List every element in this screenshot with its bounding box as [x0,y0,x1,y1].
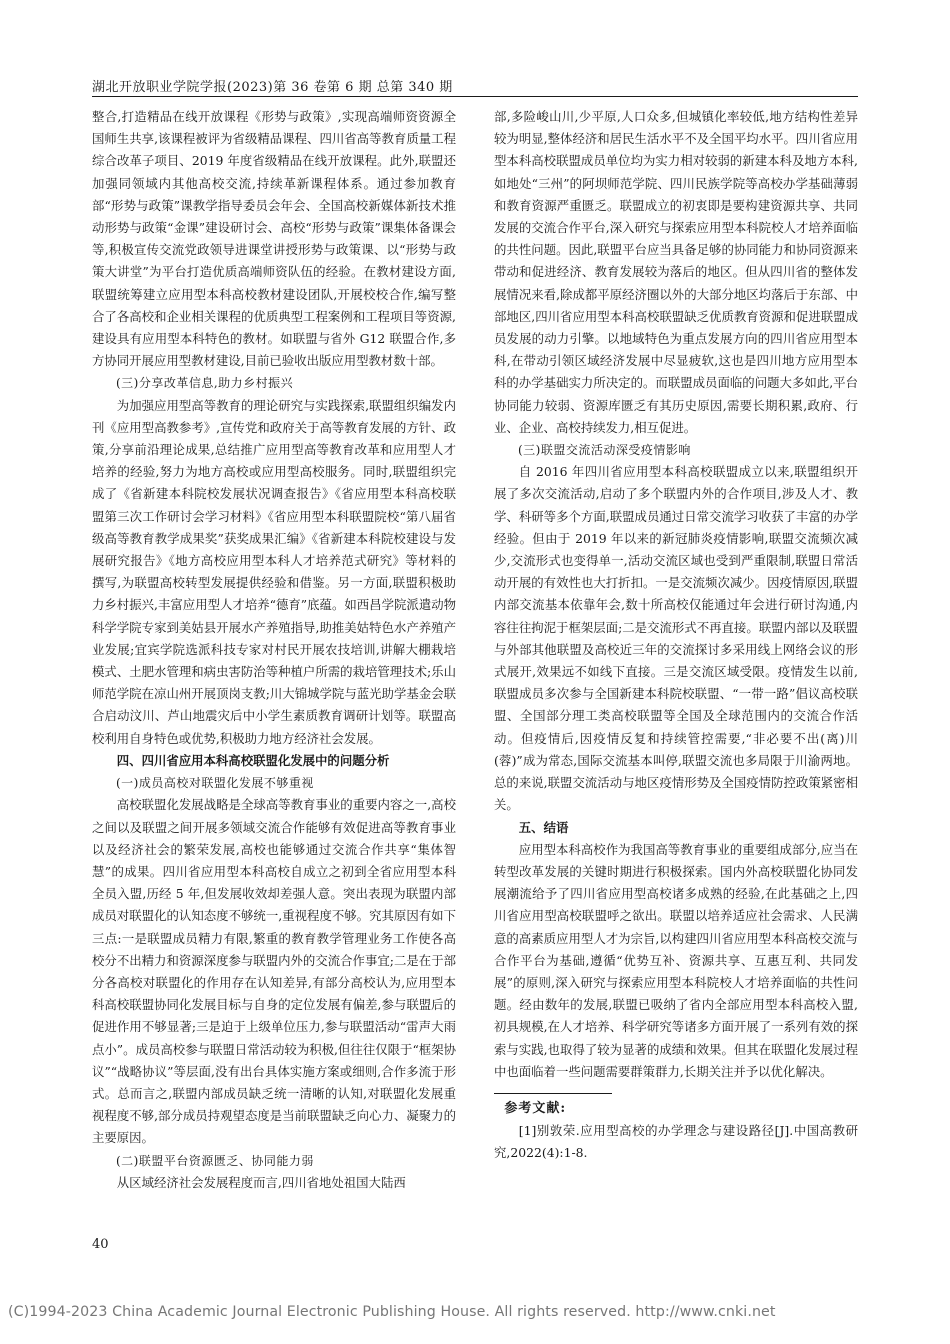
header-divider [92,96,858,97]
running-header: 湖北开放职业学院学报(2023)第 36 卷第 6 期 总第 340 期 [92,80,453,95]
body-paragraph: 应用型本科高校作为我国高等教育事业的重要组成部分,应当在转型改革发展的关键时期进行积极探索。国内外高校联盟化协同发展潮流给予了四川省应用型高校诸多成熟的经验,在此基础之上,四川省应用型高校联盟呼之欲出。联盟以培养适应社会需求、人民满意的高素质应用型人才为宗旨,以构建四川省应用型本科高校交流与合作平台为基础,遵循“优势互补、资源共享、互惠互利、共同发展”的原则,深入研究与探索应用型本科院校人才培养面临的共性问题。经由数年的发展,联盟已吸纳了省内全部应用型本科高校入盟,初具规模,在人才培养、科学研究等诸多方面开展了一系列有效的探索与实践,也取得了较为显著的成绩和效果。但其在联盟化发展过程中也面临着一些问题需要群策群力,长期关注并予以优化解决。 [494,841,858,1079]
body-paragraph: 整合,打造精品在线开放课程《形势与政策》,实现高端师资资源全国师生共享,该课程被评为省级精品课程、四川省高等教育质量工程综合改革子项目、2019 年度省级精品在线开放课程。此外,联盟还加强同领域内其他高校交流,持续革新课程体系。通过参加教育部“形势与政策”课教学指导委员会年会、全国高校新媒体新技术推动形势与政策“金课”建设研讨会、高校“形势与政策”课集体备课会等,积极宣传交流党政领导进课堂讲授形势与政策课、以“形势与政策大讲堂”为平台打造优质高端师资队伍的经验。在教材建设方面,联盟统筹建立应用型本科高校教材建设团队,开展校校合作,编写整合了各高校和企业相关课程的优质典型工程案例和工程项目等资源,建设具有应用型本科特色的教材。如联盟与省外 G12 联盟合作,多方协同开展应用型教材建设,目前已验收出版应用型教材数十部。 [92,109,456,369]
references-divider [494,1093,612,1094]
section-heading: 四、四川省应用本科高校联盟化发展中的问题分析 [116,752,390,768]
left-column [92,106,456,1194]
subsection-heading: (三)联盟交流活动深受疫情影响 [518,443,691,458]
reference-item: [1]别敦荣.应用型高校的办学理念与建设路径[J].中国高教研究,2022(4):1-8. [494,1122,858,1161]
right-column [494,106,858,1164]
body-paragraph: 为加强应用型高等教育的理论研究与实践探索,联盟组织编发内刊《应用型高教参考》,宣传党和政府关于高等教育发展的方针、政策,分享前沿理论成果,总结推广应用型高等教育改革和应用型人才培养的经验,努力为地方高校或应用型高校服务。同时,联盟组织完成了《省新建本科院校发展状况调查报告》《省应用型本科高校联盟第三次工作研讨会学习材料》《省应用型本科联盟院校“第八届省级高等教育教学成果奖”获奖成果汇编》《省新建本科院校建设与发展研究报告》《地方高校应用型本科人才培养范式研究》等材料的撰写,为联盟高校转型发展提供经验和借鉴。另一方面,联盟积极助力乡村振兴,丰富应用型人才培养“德育”底蕴。如西昌学院派遣动物科学学院专家到美姑县开展水产养殖指导,助推美姑特色水产养殖产业发展;宜宾学院选派科技专家对村民开展农技培训,讲解大棚栽培模式、土肥水管理和病虫害防治等种植户所需的栽培管理技术;乐山师范学院在凉山州开展顶岗支教;川大锦城学院与蓝光助学基金会联合启动汶川、芦山地震灾后中小学生素质教育调研计划等。联盟高校利用自身特色或优势,积极助力地方经济社会发展。 [92,397,456,746]
body-paragraph: 高校联盟化发展战略是全球高等教育事业的重要内容之一,高校之间以及联盟之间开展多领域交流合作能够有效促进高等教育事业以及经济社会的繁荣发展,高校也能够通过交流合作共享“集体智慧”的成果。四川省应用型本科高校自成立之初到全省应用型本科全员入盟,历经 5 年,但发展收效却差强人意。突出表现为联盟内部成员对联盟化的认知态度不够统一,重视程度不够。究其原因有如下三点:一是联盟成员精力有限,繁重的教育教学管理业务工作使各高校分不出精力和资源深度参与联盟内外的交流合作事宜;二是在于部分各高校对联盟化的作用存在认知差异,有部分高校认为,应用型本科高校联盟协同化发展目标与自身的定位发展有偏差,参与联盟后的促进作用不够显著;三是迫于上级单位压力,参与联盟活动“雷声大雨点小”。成员高校参与联盟日常活动较为积极,但往往仅限于“框架协议”“战略协议”等层面,没有出台具体实施方案或细则,合作多流于形式。总而言之,联盟内部成员缺乏统一清晰的认知,对联盟化发展重视程度不够,部分成员持观望态度是当前联盟缺乏向心力、凝聚力的主要原因。 [92,797,456,1146]
subsection-heading: (一)成员高校对联盟化发展不够重视 [116,776,314,791]
section-heading: 五、结语 [518,819,569,835]
subsection-heading: (二)联盟平台资源匮乏、协同能力弱 [116,1153,314,1168]
section-heading: (三)分享改革信息,助力乡村振兴 [116,376,294,391]
page-number: 40 [92,1237,109,1252]
body-paragraph: 部,多险峻山川,少平原,人口众多,但城镇化率较低,地方结构性差异较为明显,整体经济和居民生活水平不及全国平均水平。四川省应用型本科高校联盟成员单位均为实力相对较弱的新建本科及地方本科,如地处“三州”的阿坝师范学院、四川民族学院等高校办学基础薄弱和教育资源严重匮乏。联盟成立的初衷即是要构建资源共享、共同发展的交流合作平台,深入研究与探索应用型本科院校人才培养面临的共性问题。因此,联盟平台应当具备足够的协同能力和协同资源来带动和促进经济、教育发展较为落后的地区。但从四川省的整体发展情况来看,除成都平原经济圈以外的大部分地区均落后于东部、中部地区,四川省应用型本科高校联盟缺乏优质教育资源和促进联盟成员发展的动力引擎。以地域特色为重点发展方向的四川省应用型本科,在带动引领区域经济发展中尽显疲软,这也是四川地方应用型本科的办学基础实力所决定的。而联盟成员面临的问题大多如此,平台协同能力较弱、资源库匮乏有其历史原因,需要长期积累,政府、行业、企业、高校持续发力,相互促进。 [494,109,858,435]
copyright-footer: (C)1994-2023 China Academic Journal Electronic Publishing House. All rights reserved. http://www.cnki.net [8,1304,776,1320]
body-paragraph: 从区域经济社会发展程度而言,四川省地处祖国大陆西 [116,1174,406,1190]
body-paragraph: 自 2016 年四川省应用型本科高校联盟成立以来,联盟组织开展了多次交流活动,启动了多个联盟内外的合作项目,涉及人才、教学、科研等多个方面,联盟成员通过日常交流学习收获了丰富的办学经验。但由于 2019 年以来的新冠肺炎疫情影响,联盟交流频次减少,交流形式也变得单一,活动交流区域也受到严重限制,联盟日常活动开展的有效性也大打折扣。一是交流频次减少。因疫情原因,联盟内部交流基本依靠年会,数十所高校仅能通过年会进行研讨沟通,内容往往拘泥于框架层面;二是交流形式不再直接。联盟内部以及联盟与外部其他联盟及高校近三年的交流探讨多采用线上网络会议的形式展开,效果远不如线下直接。三是交流区域受限。疫情发生以前,联盟成员多次参与全国新建本科院校联盟、“一带一路”倡议高校联盟、全国部分理工类高校联盟等全国及全球范围内的交流合作活动。但疫情后,因疫情反复和持续管控需要,“非必要不出(离)川(蓉)”成为常态,国际交流基本叫停,联盟交流也多局限于川渝两地。总的来说,联盟交流活动与地区疫情形势及全国疫情防控政策紧密相关。 [494,464,858,813]
references-title: 参考文献: [504,1100,567,1116]
